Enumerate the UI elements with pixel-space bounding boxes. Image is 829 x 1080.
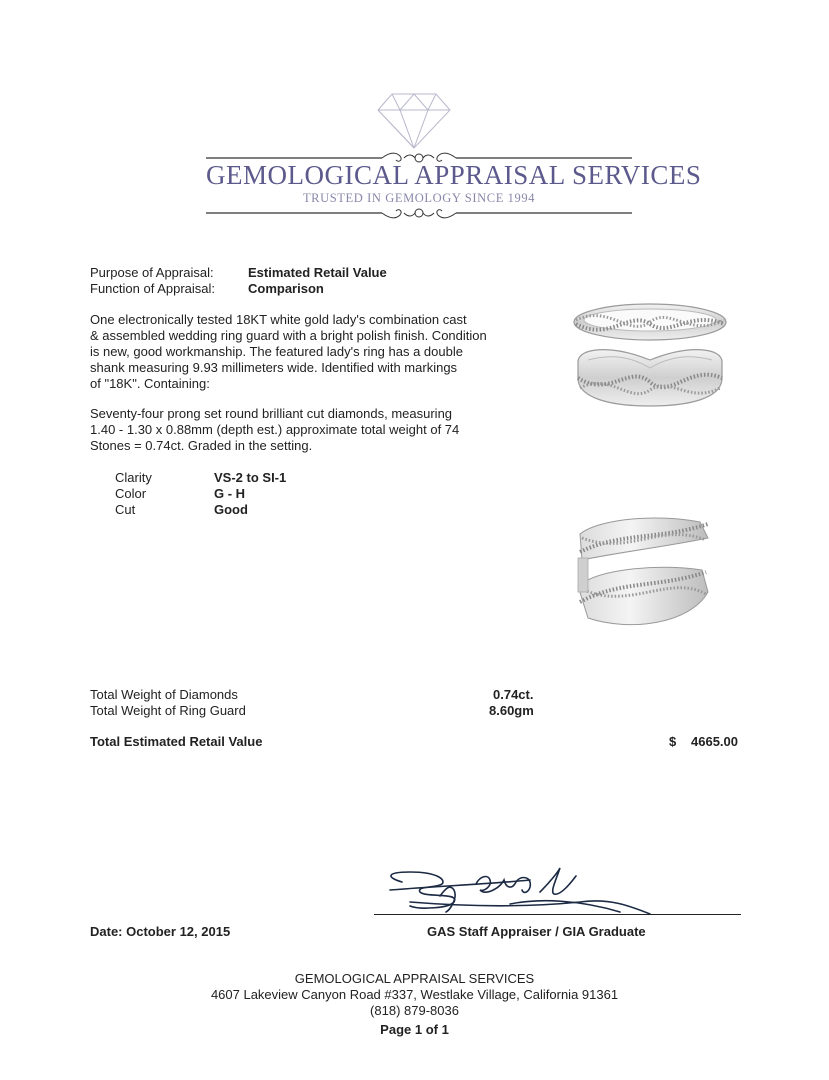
description-line: & assembled wedding ring guard with a bright polish finish. Condition <box>90 328 487 343</box>
function-label: Function of Appraisal: <box>90 281 216 296</box>
page-number: Page 1 of 1 <box>380 1022 449 1037</box>
purpose-label: Purpose of Appraisal: <box>90 265 214 280</box>
total-ring-value: 8.60gm <box>489 703 534 718</box>
description-line: One electronically tested 18KT white gold lady's combination cast <box>90 312 467 327</box>
footer-company: GEMOLOGICAL APPRAISAL SERVICES <box>294 971 535 986</box>
color-label: Color <box>115 486 147 501</box>
total-diamonds-value: 0.74ct. <box>493 687 534 702</box>
total-retail-label: Total Estimated Retail Value <box>90 734 263 749</box>
ring-guard-photo-front <box>570 298 730 418</box>
diamond-description <box>90 406 530 454</box>
company-tagline: TRUSTED IN GEMOLOGY SINCE 1994 <box>302 191 536 205</box>
purpose-value: Estimated Retail Value <box>248 265 387 280</box>
description-line: is new, good workmanship. The featured lady's ring has a double <box>90 344 463 359</box>
diamond-icon <box>376 92 452 155</box>
total-ring-label: Total Weight of Ring Guard <box>90 703 246 718</box>
description-line: of "18K". Containing: <box>90 376 210 391</box>
appraisal-date: Date: October 12, 2015 <box>90 924 231 939</box>
cut-value: Good <box>214 502 248 517</box>
retail-currency: $ <box>669 734 677 749</box>
diamond-line: Stones = 0.74ct. Graded in the setting. <box>90 438 313 453</box>
color-value: G - H <box>214 486 246 501</box>
company-logo-title: GEMOLOGICAL APPRAISAL SERVICES <box>206 160 702 190</box>
footer-phone: (818) 879-8036 <box>370 1003 459 1018</box>
clarity-value: VS-2 to SI-1 <box>214 470 287 485</box>
total-diamonds-label: Total Weight of Diamonds <box>90 687 238 702</box>
cut-label: Cut <box>115 502 136 517</box>
signature-line <box>374 914 741 915</box>
ring-guard-photo-angle <box>570 512 715 642</box>
diamond-line: 1.40 - 1.30 x 0.88mm (depth est.) approximate total weight of 74 <box>90 422 460 437</box>
footer-address: 4607 Lakeview Canyon Road #337, Westlake Village, California 91361 <box>210 987 619 1002</box>
description-line: shank measuring 9.93 millimeters wide. Identified with markings <box>90 360 458 375</box>
function-value: Comparison <box>248 281 324 296</box>
appraiser-signature <box>380 862 660 927</box>
appraiser-title: GAS Staff Appraiser / GIA Graduate <box>427 924 646 939</box>
ornamental-divider-bottom <box>206 205 632 221</box>
diamond-line: Seventy-four prong set round brilliant cut diamonds, measuring <box>90 406 453 421</box>
clarity-label: Clarity <box>115 470 152 485</box>
total-retail-value: 4665.00 <box>691 734 738 749</box>
item-description <box>90 312 530 392</box>
